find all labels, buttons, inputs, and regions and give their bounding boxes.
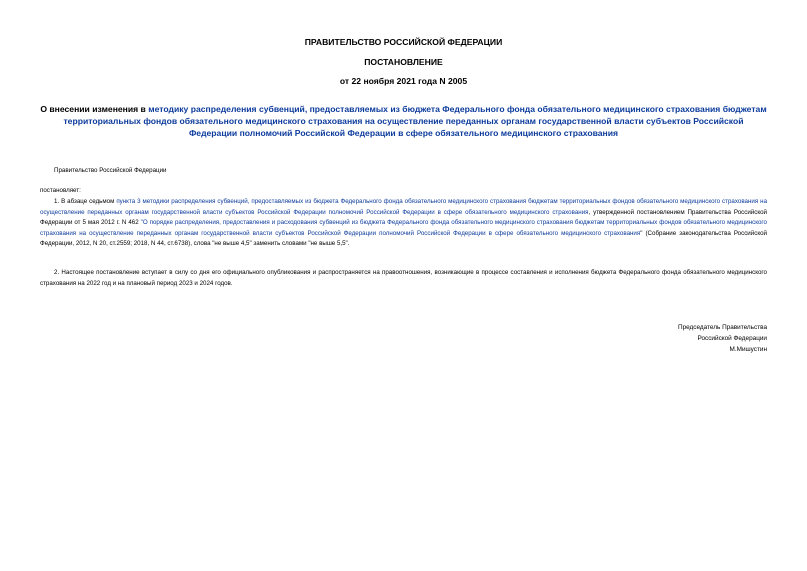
signature-position: Председатель Правительства bbox=[678, 324, 767, 331]
document-type: ПОСТАНОВЛЕНИЕ bbox=[364, 57, 443, 67]
document-title bbox=[40, 103, 767, 139]
intro-text: Правительство Российской Федерации bbox=[54, 167, 167, 174]
p1-resolution-link[interactable]: "О порядке распределения, предоставления и расходования субвенций из бюджета Федерального фонда обязательного медицинского страхования бюджетам территориальных фондов обязательного медицинского страхования на осуществление переданных органам государственной власти субъектов Российской Федерации полномочий Российской Федерации в сфере обязательного медицинского страхования bbox=[40, 219, 767, 237]
p1-methodology-link[interactable]: пункта 3 методики распределения субвенций, предоставляемых из бюджета Федерального фонда обязательного медицинского страхования бюджетам территориальных фондов обязательного медицинского страхования на осуществление переданных органам государственной власти субъектов Российской Федерации полномочий Российской Федерации в сфере обязательного медицинского страхования bbox=[40, 198, 768, 216]
p1-start: 1. В абзаце седьмом bbox=[54, 198, 117, 205]
paragraph-1 bbox=[40, 197, 767, 250]
title-methodology-link[interactable]: методику распределения субвенций, предоставляемых из бюджета Федерального фонда обязательного медицинского страхования бюджетам территориальных фондов обязательного медицинского страхования на осуществление переданных органам государственной власти субъектов Российской Федерации полномочий Российской Федерации в сфере обязательного медицинского страхования bbox=[63, 104, 767, 138]
p1-mid: , утвержденной постановлением Правительства Российской Федерации от 5 мая 2012 г. N 462 bbox=[40, 208, 768, 227]
p1-end: " (Собрание законодательства Российской Федерации, 2012, N 20, ст.2559; 2018, N 44, ст.6738), слова "не выше 4,5" заменить словами "не выше 5,5". bbox=[40, 229, 767, 248]
signature-country: Российской Федерации bbox=[697, 335, 767, 342]
government-heading: ПРАВИТЕЛЬСТВО РОССИЙСКОЙ ФЕДЕРАЦИИ bbox=[304, 37, 503, 47]
paragraph-2: 2. Настоящее постановление вступает в силу со дня его официального опубликования и распространяется на правоотношения, возникающие в процессе составления и исполнения бюджета Федерального фонда обязательного медицинского страхования на 2022 год и на плановый период 2023 и 2024 годов. bbox=[40, 269, 767, 287]
resolves-text: постановляет: bbox=[40, 187, 81, 194]
signature-block bbox=[678, 322, 767, 355]
signature-name: М.Мишустин bbox=[729, 346, 767, 353]
title-prefix: О внесении изменения в bbox=[40, 104, 149, 114]
document-date-number: от 22 ноября 2021 года N 2005 bbox=[339, 76, 468, 86]
